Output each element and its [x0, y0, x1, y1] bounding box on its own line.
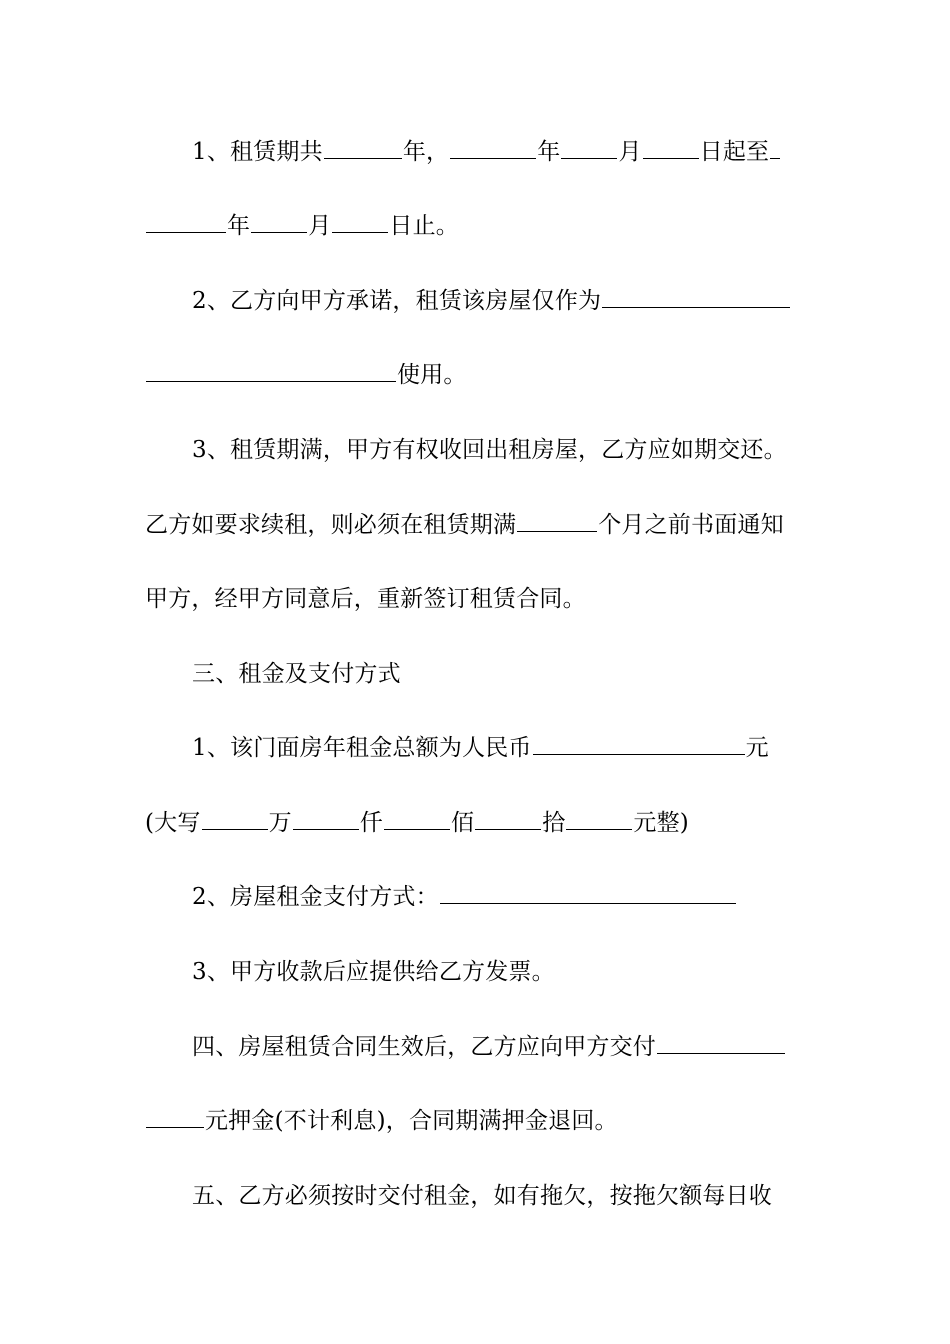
blank-bai	[384, 807, 450, 830]
daxie-bai-text: 佰	[450, 810, 475, 836]
blank-shi	[475, 807, 541, 830]
clause-term-line-2	[145, 210, 807, 242]
blank-start-month	[561, 136, 617, 159]
blank-end-year-start	[770, 136, 780, 159]
blank-deposit-2	[146, 1105, 204, 1128]
clause-use-line-1	[145, 285, 854, 317]
clause-use-text-1: 2、乙方向甲方承诺，租赁该房屋仅作为	[192, 288, 602, 314]
clause-expiry-line-3	[145, 583, 807, 615]
clause-term-text-8: 日止。	[389, 213, 460, 239]
clause-term-text-1: 1、租赁期共	[192, 139, 323, 165]
clause-expiry-text-1: 3、租赁期满，甲方有权收回出租房屋，乙方应如期交还。	[192, 437, 787, 463]
rent-item-1-line	[145, 732, 854, 764]
blank-end-year	[146, 210, 226, 233]
clause-expiry-line-1	[145, 434, 854, 466]
clause-expiry-text-2b: 个月之前书面通知	[598, 512, 784, 538]
clause-term-text-7: 月	[308, 213, 332, 239]
daxie-wan-text: 万	[268, 810, 292, 836]
blank-start-year	[450, 136, 536, 159]
daxie-shi-text: 拾	[542, 810, 566, 836]
blank-deposit-1	[657, 1031, 785, 1054]
section-rent-heading	[145, 658, 854, 690]
clause-term-text-3: 年	[537, 139, 561, 165]
rent-item-1-text: 1、该门面房年租金总额为人民币	[192, 735, 532, 761]
rent-item-1-unit: 元	[745, 735, 769, 761]
clause-expiry-text-2a: 乙方如要求续租，则必须在租赁期满	[145, 512, 517, 538]
clause-term-line-1	[145, 136, 854, 168]
rent-daxie-line	[145, 807, 807, 839]
blank-end-month	[251, 210, 307, 233]
daxie-qian-text: 仟	[359, 810, 383, 836]
blank-years	[324, 136, 402, 159]
blank-qian	[293, 807, 359, 830]
deposit-line-1	[145, 1031, 854, 1063]
blank-use-purpose-2	[146, 359, 396, 382]
clause-term-text-2: 年，	[402, 139, 450, 165]
rent-item-2-text: 2、房屋租金支付方式：	[192, 884, 439, 910]
blank-renewal-months	[517, 509, 597, 532]
blank-payment-method	[440, 881, 736, 904]
blank-rent-amount	[533, 732, 745, 755]
blank-use-purpose-1	[602, 285, 790, 308]
clause-use-text-2: 使用。	[397, 362, 467, 388]
daxie-yuan-zheng-text: 元整)	[633, 810, 689, 836]
blank-yuan	[566, 807, 632, 830]
clause-term-text-6: 年	[227, 213, 251, 239]
clause-term-text-5: 日起至	[699, 139, 770, 165]
daxie-open-text: (大写	[145, 810, 201, 836]
clause-expiry-line-2	[145, 509, 807, 541]
deposit-text-2: 元押金(不计利息)，合同期满押金退回。	[205, 1108, 618, 1134]
rent-item-3-line	[145, 956, 854, 988]
blank-wan	[202, 807, 268, 830]
blank-end-day	[332, 210, 388, 233]
late-payment-line-1	[145, 1180, 854, 1212]
clause-use-line-2	[145, 359, 807, 391]
rent-item-3-text: 3、甲方收款后应提供给乙方发票。	[192, 959, 555, 985]
blank-start-day	[643, 136, 699, 159]
section-rent-heading-text: 三、租金及支付方式	[192, 661, 401, 687]
rent-item-2-line	[145, 881, 854, 913]
clause-term-text-4: 月	[618, 139, 642, 165]
late-payment-text-1: 五、乙方必须按时交付租金，如有拖欠，按拖欠额每日收	[192, 1183, 772, 1209]
deposit-line-2	[145, 1105, 807, 1137]
deposit-text-1: 四、房屋租赁合同生效后，乙方应向甲方交付	[192, 1034, 656, 1060]
clause-expiry-text-3: 甲方，经甲方同意后，重新签订租赁合同。	[145, 586, 586, 612]
